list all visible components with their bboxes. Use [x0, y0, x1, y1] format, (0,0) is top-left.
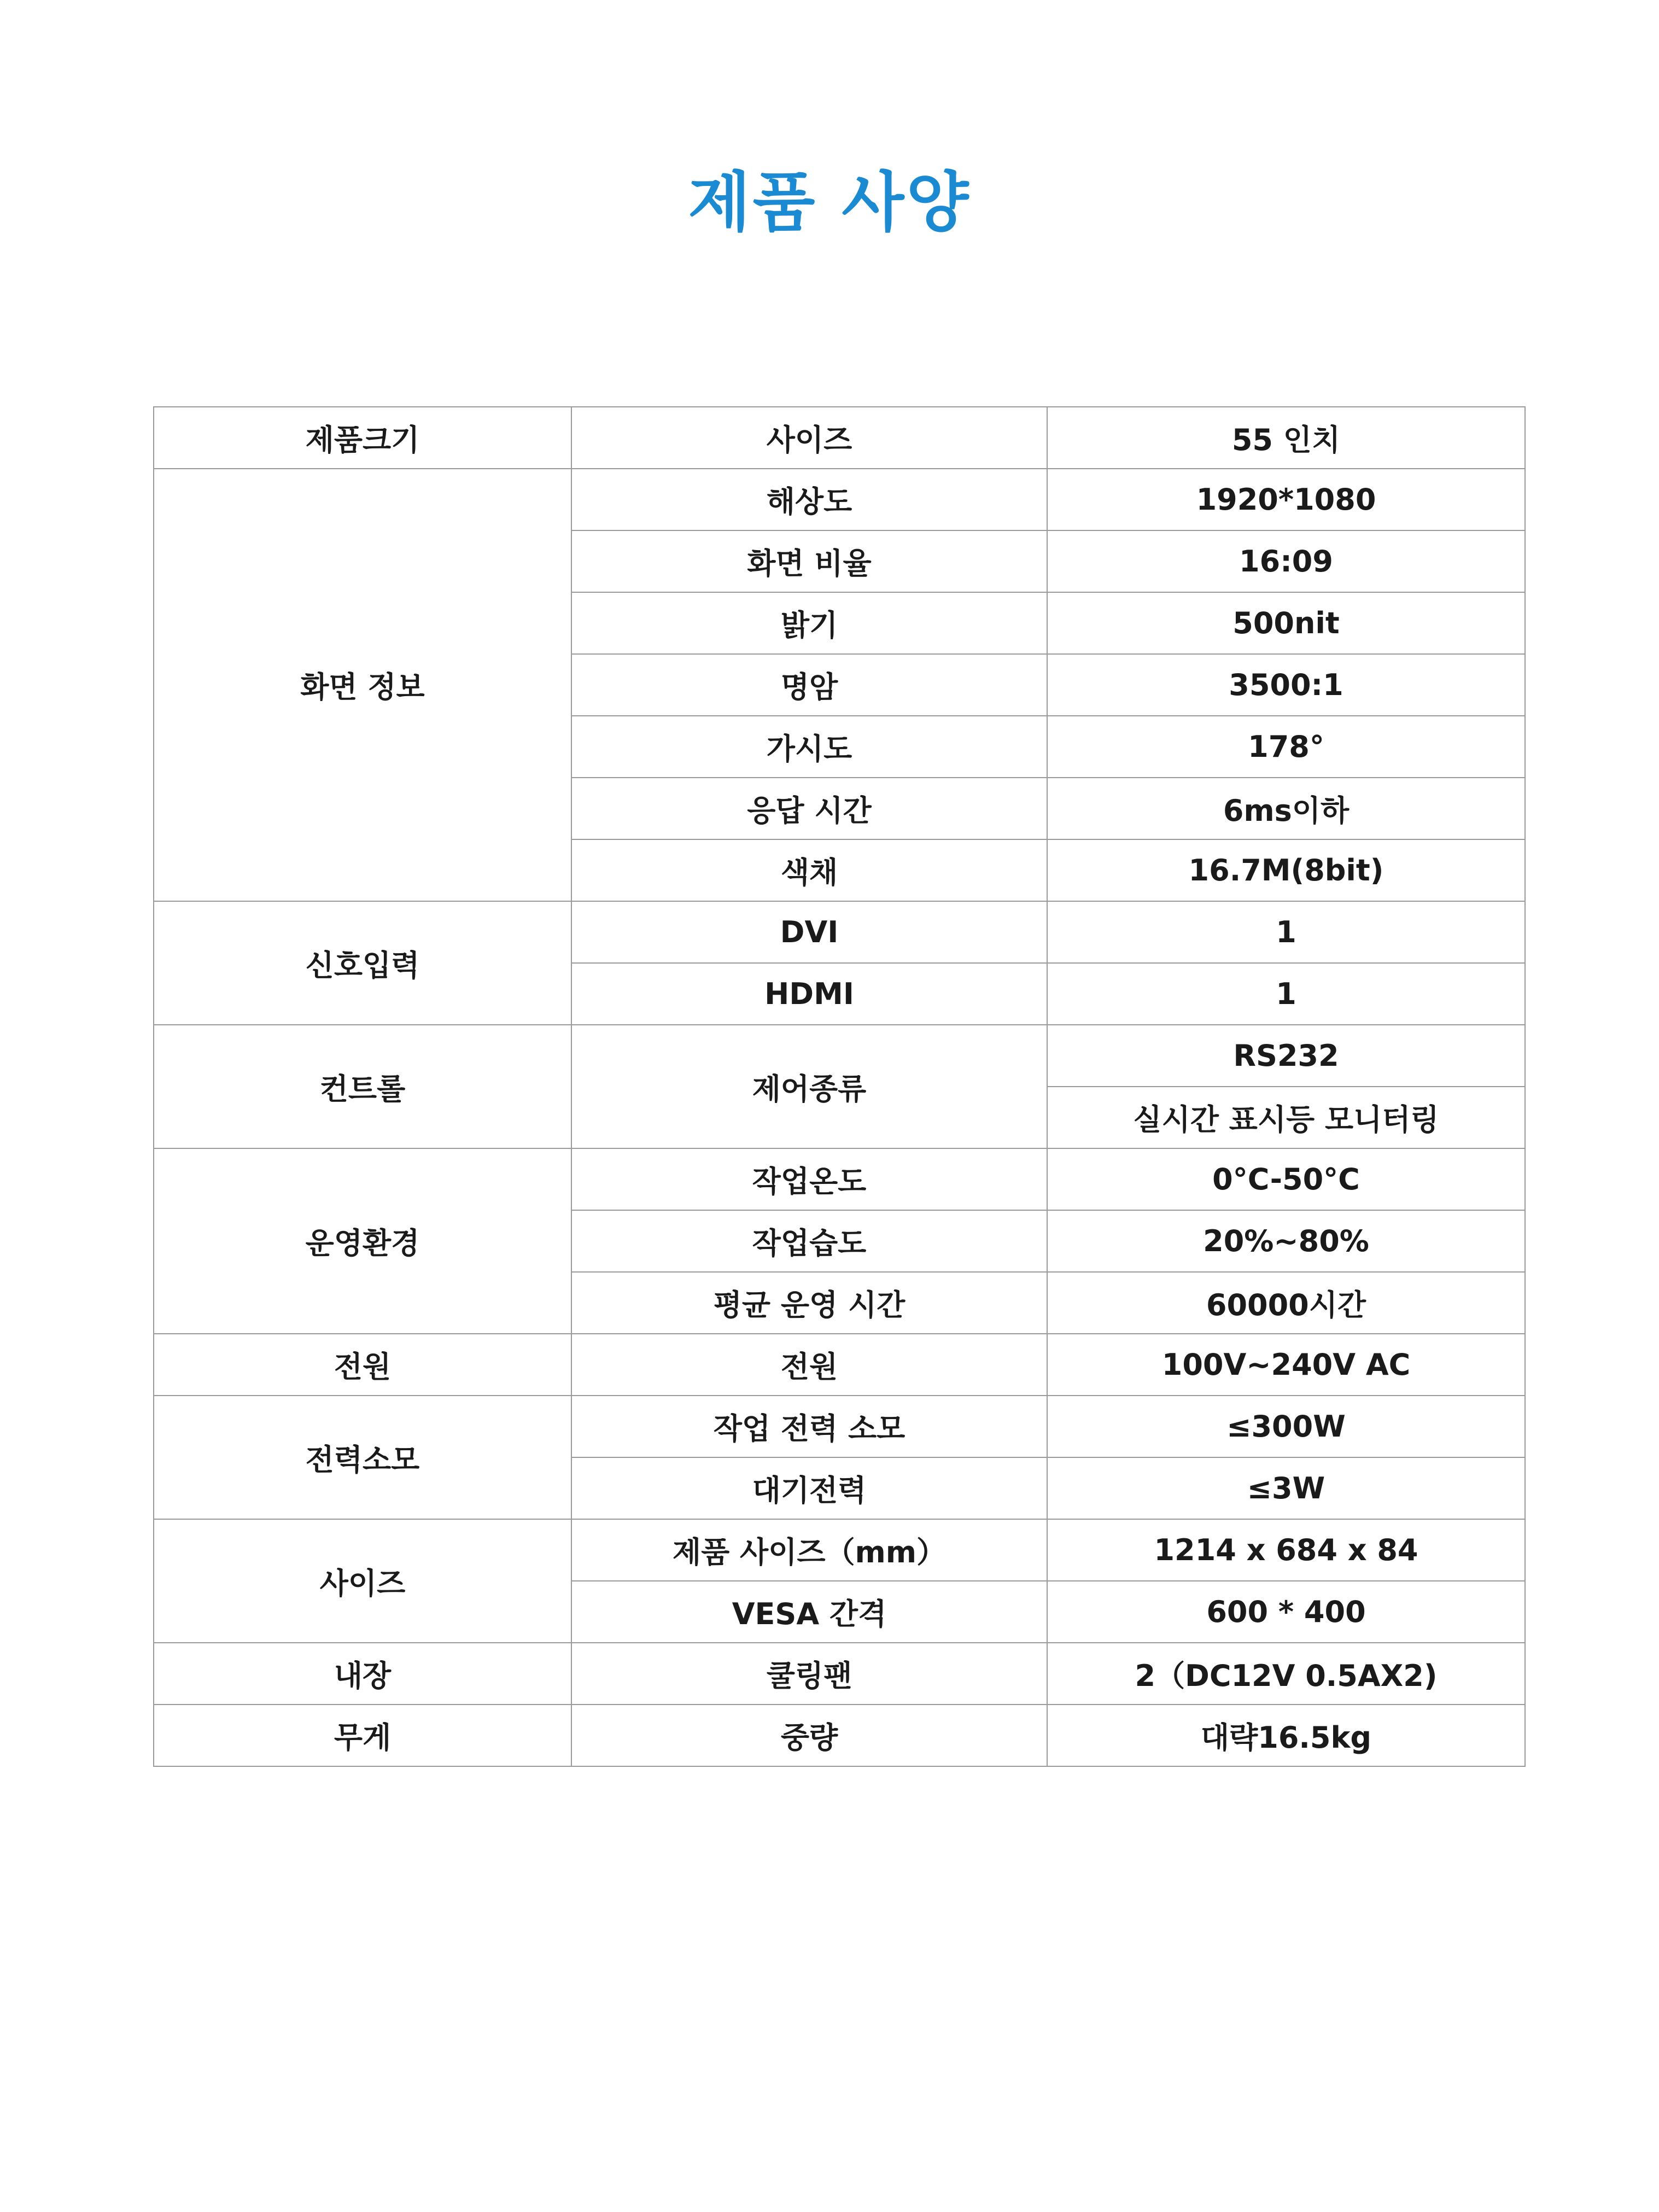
spec-item-cell: 작업습도	[571, 1210, 1047, 1272]
spec-value-cell: 16:09	[1047, 530, 1525, 592]
spec-value-cell: 16.7M(8bit)	[1047, 839, 1525, 901]
table-row	[154, 1705, 1525, 1766]
spec-value-cell: 1	[1047, 963, 1525, 1025]
spec-item-cell: 해상도	[571, 469, 1047, 530]
spec-item-cell: 대기전력	[571, 1457, 1047, 1519]
spec-item-cell: 전원	[571, 1334, 1047, 1396]
spec-item-cell: 명암	[571, 654, 1047, 716]
spec-value-cell: 대략16.5kg	[1047, 1705, 1525, 1766]
table-row	[154, 1519, 1525, 1581]
table-row	[154, 1643, 1525, 1705]
spec-item-cell: 가시도	[571, 716, 1047, 778]
spec-value-cell: 55 인치	[1047, 407, 1525, 469]
spec-table	[153, 406, 1526, 1767]
spec-value-cell: 6ms이하	[1047, 778, 1525, 839]
spec-item-cell: 밝기	[571, 592, 1047, 654]
spec-value-cell: 1920*1080	[1047, 469, 1525, 530]
spec-item-cell: 작업 전력 소모	[571, 1396, 1047, 1457]
spec-item-cell: 제어종류	[571, 1025, 1047, 1148]
spec-category-cell: 운영환경	[154, 1148, 571, 1334]
spec-value-cell: 3500:1	[1047, 654, 1525, 716]
spec-category-cell: 전원	[154, 1334, 571, 1396]
spec-value-cell: 600 * 400	[1047, 1581, 1525, 1643]
spec-category-cell: 내장	[154, 1643, 571, 1705]
table-row	[154, 1334, 1525, 1396]
spec-value-cell: 60000시간	[1047, 1272, 1525, 1334]
table-row	[154, 469, 1525, 530]
spec-table-body	[154, 407, 1525, 1766]
spec-category-cell: 전력소모	[154, 1396, 571, 1519]
spec-value-cell: 0°C-50°C	[1047, 1148, 1525, 1210]
spec-category-cell: 제품크기	[154, 407, 571, 469]
spec-item-cell: 화면 비율	[571, 530, 1047, 592]
spec-value-cell: ≤300W	[1047, 1396, 1525, 1457]
spec-item-cell: VESA 간격	[571, 1581, 1047, 1643]
spec-value-cell: 100V~240V AC	[1047, 1334, 1525, 1396]
spec-item-cell: DVI	[571, 901, 1047, 963]
spec-item-cell: 작업온도	[571, 1148, 1047, 1210]
page-title: 제품 사양	[688, 165, 971, 240]
table-row	[154, 1148, 1525, 1210]
spec-category-cell: 컨트롤	[154, 1025, 571, 1148]
spec-value-cell: 1	[1047, 901, 1525, 963]
spec-value-cell: 178°	[1047, 716, 1525, 778]
table-row	[154, 1025, 1525, 1087]
spec-item-cell: 쿨링팬	[571, 1643, 1047, 1705]
spec-value-cell: 실시간 표시등 모니터링	[1047, 1087, 1525, 1148]
spec-category-cell: 신호입력	[154, 901, 571, 1025]
spec-value-cell: 20%~80%	[1047, 1210, 1525, 1272]
spec-item-cell: 응답 시간	[571, 778, 1047, 839]
spec-value-cell: RS232	[1047, 1025, 1525, 1087]
spec-value-cell: 2（DC12V 0.5AX2)	[1047, 1643, 1525, 1705]
spec-item-cell: 제품 사이즈（mm）	[571, 1519, 1047, 1581]
spec-category-cell: 사이즈	[154, 1519, 571, 1643]
spec-item-cell: 사이즈	[571, 407, 1047, 469]
spec-item-cell: HDMI	[571, 963, 1047, 1025]
table-row	[154, 407, 1525, 469]
spec-value-cell: ≤3W	[1047, 1457, 1525, 1519]
spec-item-cell: 색채	[571, 839, 1047, 901]
spec-item-cell: 평균 운영 시간	[571, 1272, 1047, 1334]
spec-value-cell: 500nit	[1047, 592, 1525, 654]
spec-category-cell: 화면 정보	[154, 469, 571, 901]
spec-item-cell: 중량	[571, 1705, 1047, 1766]
spec-category-cell: 무게	[154, 1705, 571, 1766]
spec-value-cell: 1214 x 684 x 84	[1047, 1519, 1525, 1581]
table-row	[154, 901, 1525, 963]
table-row	[154, 1396, 1525, 1457]
